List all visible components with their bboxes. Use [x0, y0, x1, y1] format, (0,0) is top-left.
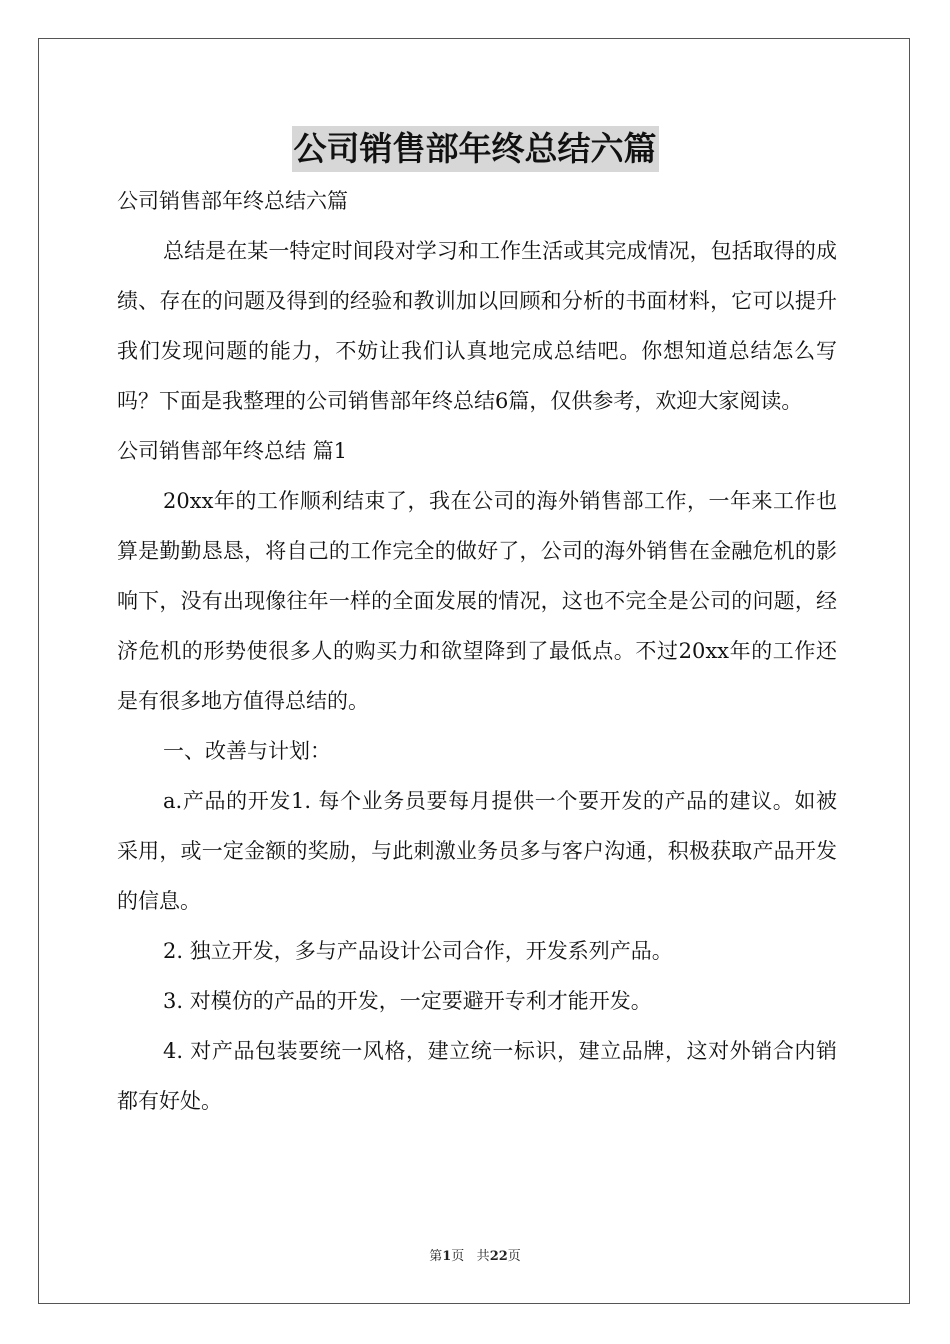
- paragraph-list-item: 4. 对产品包装要统一风格，建立统一标识，建立品牌，这对外销合内销都有好处。: [117, 1039, 837, 1113]
- paragraph-subheading: 一、改善与计划：: [163, 739, 331, 763]
- page-number: 1: [442, 1249, 452, 1264]
- paragraph-list-item: 2. 独立开发，多与产品设计公司合作，开发系列产品。: [163, 939, 673, 963]
- paragraph-list-item: 3. 对模仿的产品的开发，一定要避开专利才能开发。: [163, 989, 652, 1013]
- page-suffix: 页: [451, 1249, 465, 1264]
- document-title: 公司销售部年终总结六篇: [292, 126, 659, 172]
- paragraph-intro: 总结是在某一特定时间段对学习和工作生活或其完成情况，包括取得的成绩、存在的问题及得到的经验和教训加以回顾和分析的书面材料，它可以提升我们发现问题的能力，不妨让我们认真地完成总结吧。你想知道总结怎么写吗？下面是我整理的公司销售部年终总结6篇，仅供参考，欢迎大家阅读。: [117, 239, 837, 413]
- paragraph-list-item: a.产品的开发1. 每个业务员要每月提供一个要开发的产品的建议。如被采用，或一定金额的奖励，与此刺激业务员多与客户沟通，积极获取产品开发的信息。: [117, 789, 837, 913]
- page-prefix: 第: [429, 1249, 443, 1264]
- total-prefix: 共: [476, 1249, 490, 1264]
- page-footer: [0, 1247, 950, 1267]
- total-pages: 22: [489, 1249, 508, 1264]
- paragraph-subtitle: 公司销售部年终总结六篇: [117, 189, 348, 213]
- paragraph-section-heading: 公司销售部年终总结 篇1: [117, 439, 348, 463]
- title-wrap: [0, 126, 950, 172]
- paragraph-body: 20xx年的工作顺利结束了，我在公司的海外销售部工作，一年来工作也算是勤勤恳恳，将自己的工作完全的做好了，公司的海外销售在金融危机的影响下，没有出现像往年一样的全面发展的情况，这也不完全是公司的问题，经济危机的形势使很多人的购买力和欲望降到了最低点。不过20xx年的工作还是有很多地方值得总结的。: [117, 489, 837, 713]
- total-suffix: 页: [507, 1249, 521, 1264]
- document-body: [117, 176, 837, 1126]
